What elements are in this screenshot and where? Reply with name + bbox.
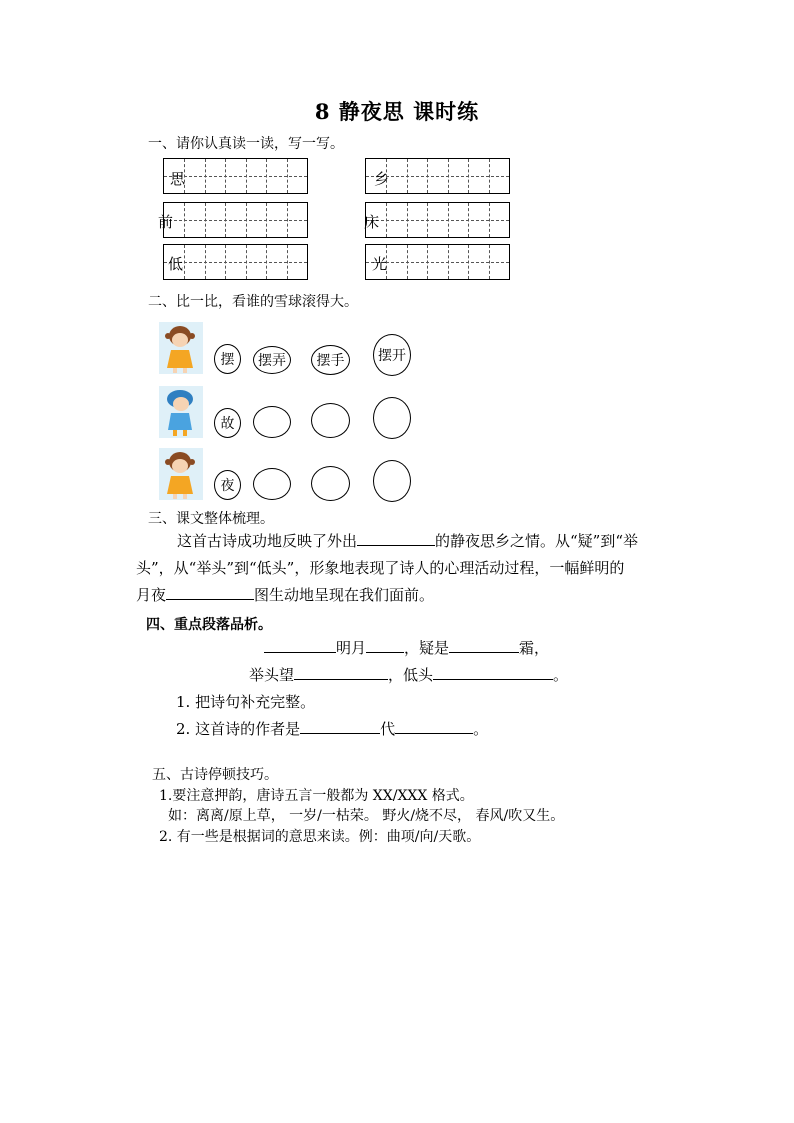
poem-text: 明月 — [336, 639, 367, 657]
grid-char-guang: 光 — [372, 255, 388, 273]
summary-text: 这首古诗成功地反映了外出 — [177, 532, 358, 550]
poem-text: 。 — [553, 666, 569, 684]
summary-line-3 — [136, 582, 434, 609]
cartoon-girl-icon — [159, 448, 203, 500]
poem-text: ，低头 — [388, 666, 434, 684]
blank-field[interactable] — [395, 719, 473, 734]
blank-field[interactable] — [449, 638, 519, 653]
writing-grid-left-2[interactable] — [163, 202, 308, 238]
grid-char-qian: 前 — [158, 213, 174, 231]
snowball-word-0-1[interactable]: 摆手 — [311, 345, 350, 375]
grid-char-xiang: 乡 — [374, 170, 390, 188]
section4-heading: 四、重点段落品析。 — [146, 617, 272, 633]
writing-grid-right-2[interactable] — [365, 202, 510, 238]
snowball-word-2-0[interactable] — [253, 468, 291, 500]
snowball-word-2-2[interactable] — [373, 460, 411, 502]
section1-heading: 一、请你认真读一读，写一写。 — [148, 136, 344, 152]
summary-text: 图生动地呈现在我们面前。 — [254, 586, 435, 604]
question-2 — [176, 716, 488, 743]
snowball-word-0-2[interactable]: 摆开 — [373, 334, 411, 376]
blank-field[interactable] — [166, 585, 254, 600]
section3-heading: 三、课文整体梳理。 — [148, 511, 274, 527]
snowball-word-1-2[interactable] — [373, 397, 411, 439]
grid-char-chuang: 床 — [364, 213, 380, 231]
blank-field[interactable] — [357, 531, 435, 546]
blank-field[interactable] — [300, 719, 380, 734]
blank-field[interactable] — [264, 638, 336, 653]
snowball-center-2: 夜 — [214, 470, 241, 500]
poem-text: 霜， — [519, 639, 550, 657]
cartoon-boy-icon — [159, 386, 203, 438]
poem-line-2 — [249, 662, 568, 689]
snowball-word-0-0[interactable]: 摆弄 — [253, 346, 291, 374]
grid-char-si: 思 — [170, 170, 186, 188]
blank-field[interactable] — [433, 665, 553, 680]
snowball-center-1: 故 — [214, 408, 241, 438]
tip-line-3: 2. 有一些是根据词的意思来读。例：曲项/向/天歌。 — [159, 829, 481, 845]
question-text: 2. 这首诗的作者是 — [176, 720, 301, 738]
section5-heading: 五、古诗停顿技巧。 — [152, 767, 278, 783]
tip-line-2: 如：离离/原上草， 一岁/一枯荣。 野火/烧不尽， 春风/吹又生。 — [168, 808, 565, 824]
blank-field[interactable] — [366, 638, 404, 653]
summary-text: 的静夜思乡之情。从“疑”到“举 — [435, 532, 639, 550]
snowball-center-0: 摆 — [214, 344, 241, 374]
section2-heading: 二、比一比，看谁的雪球滚得大。 — [148, 294, 358, 310]
poem-text: 举头望 — [249, 666, 295, 684]
question-text: 。 — [473, 720, 489, 738]
question-text: 代 — [380, 720, 396, 738]
summary-line-1 — [177, 528, 638, 555]
snowball-word-1-1[interactable] — [311, 403, 350, 438]
tip-line-1: 1.要注意押韵，唐诗五言一般都为 XX/XXX 格式。 — [159, 788, 474, 804]
cartoon-girl-icon — [159, 322, 203, 374]
poem-text: ，疑是 — [404, 639, 450, 657]
writing-grid-left-3[interactable] — [163, 244, 308, 280]
summary-line-2: 头”，从“举头”到“低头”，形象地表现了诗人的心理活动过程，一幅鲜明的 — [136, 559, 625, 577]
blank-field[interactable] — [294, 665, 388, 680]
page-title: 8 静夜思 课时练 — [314, 99, 480, 124]
poem-line-1 — [264, 635, 549, 662]
grid-char-di: 低 — [168, 255, 184, 273]
question-1: 1. 把诗句补充完整。 — [176, 693, 316, 711]
summary-text: 月夜 — [136, 586, 167, 604]
snowball-word-2-1[interactable] — [311, 466, 350, 501]
snowball-word-1-0[interactable] — [253, 406, 291, 438]
